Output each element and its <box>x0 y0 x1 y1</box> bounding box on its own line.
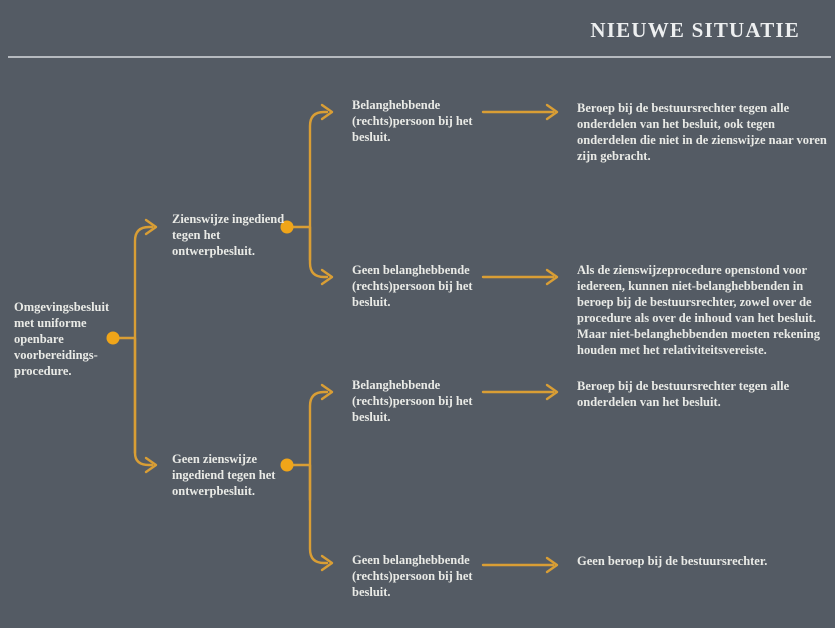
branch2-children-connector <box>287 385 332 570</box>
node-child-geen-belanghebbende-1: Geen belanghebbende (rechts)persoon bij het besluit. <box>352 263 473 309</box>
node-outcome-1: Beroep bij de bestuursrechter tegen alle onderdelen van het besluit, ook tegen onderdelen die niet in de zienswijze naar voren zijn gebracht. <box>577 101 827 163</box>
outcome-arrows <box>483 105 557 572</box>
branch-up-line <box>135 227 152 453</box>
node-child-belanghebbende-2: Belanghebbende (rechts)persoon bij het besluit. <box>352 378 473 424</box>
node-child-geen-belanghebbende-2: Geen belanghebbende (rechts)persoon bij het besluit. <box>352 553 473 599</box>
branch-down-line <box>135 338 152 465</box>
node-root: Omgevingsbesluit met uniforme openbare voorbereidings-procedure. <box>14 300 110 378</box>
node-child-belanghebbende-1: Belanghebbende (rechts)persoon bij het besluit. <box>352 98 473 144</box>
branch1-children-connector <box>287 105 332 284</box>
page-title: NIEUWE SITUATIE <box>590 18 800 42</box>
node-branch-zienswijze: Zienswijze ingediend tegen het ontwerpbesluit. <box>172 212 285 258</box>
node-outcome-3: Beroep bij de bestuursrechter tegen alle onderdelen van het besluit. <box>577 379 790 409</box>
node-branch-geen-zienswijze: Geen zienswijze ingediend tegen het ontwerpbesluit. <box>172 452 276 498</box>
node-outcome-2: Als de zienswijzeprocedure openstond voor iedereen, kunnen niet-belanghebbenden in beroep bij de bestuursrechter, zowel over de procedure als over de inhoud van het besluit. Maar niet-belanghebbenden moeten rekening houden met het relativiteitsvereiste. <box>577 263 820 357</box>
node-outcome-4: Geen beroep bij de bestuursrechter. <box>577 554 768 568</box>
